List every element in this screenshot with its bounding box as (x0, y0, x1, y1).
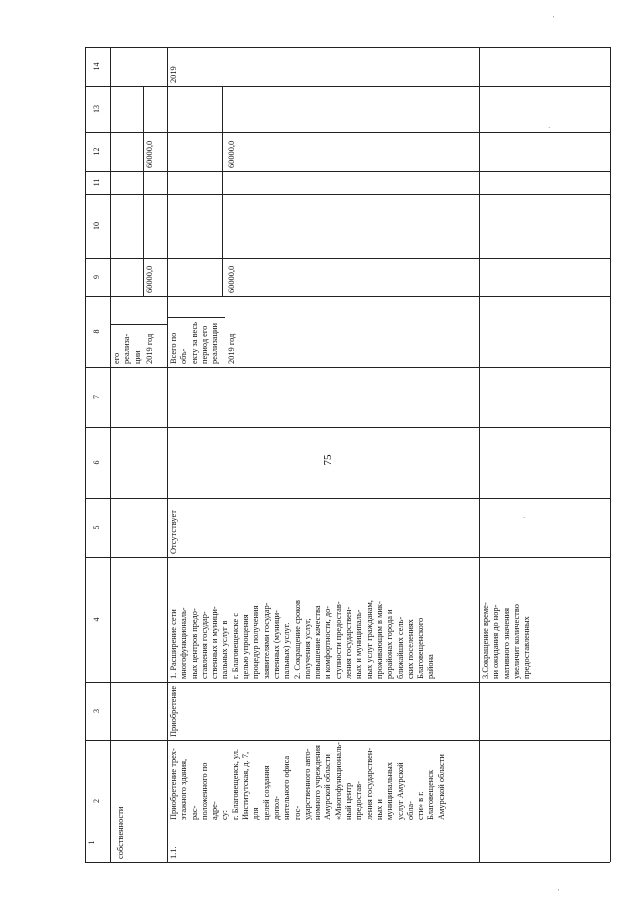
ownership-year: 2019 год (145, 333, 154, 364)
column-header-4: 4 (92, 617, 101, 622)
column-header-2: 2 (92, 799, 101, 803)
column-header-10: 10 (92, 222, 101, 230)
total-period-label: Всего по объ- екту за весь период его реализации (169, 322, 220, 364)
scan-speck: · (548, 124, 551, 132)
column-header-7: 7 (92, 395, 101, 399)
page-number: 75 (322, 454, 334, 466)
scan-speck: ' (558, 888, 560, 896)
row-year: 2019 год (227, 333, 236, 364)
expected-results: 1. Расширение сети многофункциональ- ных центров предо- ставления государ- ственных и муници- пальных услуг в г. Благовещенске с целью упрощения процедур получения заявителями государ- ственных (муници- пальных) услуг. 2. Сокращение сроков получения услуг, повышение качества и комфортности, до- ступности предостав- ления государствен- ных и муниципаль- ных услуг гражданам, проживающим в мик- рорайонах города и ближайших сель- ских поселениях Благовещенского района (169, 600, 436, 679)
expected-results-continued: 3.Сокращение време- ни ожидания до нор- мативного значения увеличит количество предоставленных (481, 602, 532, 679)
ownership-amount-col12: 60000,0 (145, 140, 154, 168)
ownership-amount-col9: 60000,0 (145, 265, 154, 293)
scan-speck: ' (553, 15, 555, 23)
column-header-13: 13 (92, 105, 101, 113)
row-amount-col9: 60000,0 (227, 265, 236, 293)
documentation-status: Отсутствует (169, 510, 178, 554)
object-description: Приобретение трех- этажного здания, рас- положенного по адре- су: г. Благовещенск, ул. Институтская, д. 7, для целей создания допол- нительного офиса гос- ударственного авто- номного учреждения Амурской области «Многофункциональ- ный центр предостав- ления государствен- ных и муниципальных услуг Амурской обла- сти» в г. Благовещенск Амурской области (169, 742, 446, 820)
column-header-3: 3 (92, 709, 101, 713)
column-header-5: 5 (92, 525, 101, 530)
row-number: 1.1. (169, 846, 178, 859)
completion-year: 2019 (169, 66, 178, 83)
column-header-12: 12 (92, 147, 101, 156)
ownership-period-label: его реализа- ции (112, 333, 142, 364)
scan-speck: · (523, 514, 526, 522)
row-amount-col12: 60000,0 (227, 140, 236, 168)
column-header-9: 9 (92, 275, 101, 279)
column-header-11: 11 (92, 178, 101, 187)
column-header-1: 1 (87, 840, 96, 845)
acquisition-type: Приобретение (169, 685, 178, 737)
column-header-6: 6 (92, 460, 101, 465)
ownership-label: собственности (116, 806, 125, 859)
column-header-14: 14 (92, 62, 101, 71)
column-header-8: 8 (92, 329, 101, 334)
